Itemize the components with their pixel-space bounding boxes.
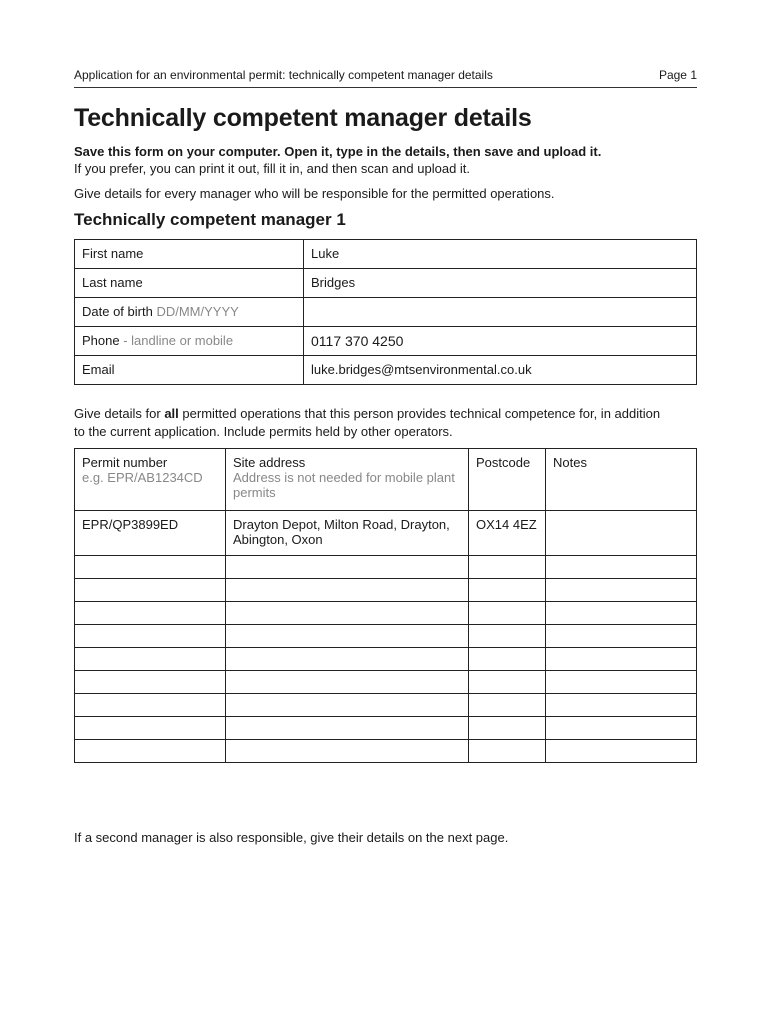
- permits-table: [74, 448, 697, 763]
- first-name-row: [75, 240, 697, 269]
- permit-number-hint: e.g. EPR/AB1234CD: [82, 470, 203, 485]
- notes-cell[interactable]: [546, 717, 697, 740]
- last-name-label: Last name: [75, 269, 304, 298]
- postcode-cell[interactable]: [469, 694, 546, 717]
- last-name-row: [75, 269, 697, 298]
- permit-number-cell[interactable]: [75, 671, 226, 694]
- page-number: Page 1: [658, 68, 697, 82]
- table-row: [75, 694, 697, 717]
- postcode-cell[interactable]: [469, 648, 546, 671]
- last-name-field[interactable]: Bridges: [304, 269, 697, 298]
- table-row: [75, 740, 697, 763]
- operations-intro: [74, 405, 674, 441]
- permit-number-cell[interactable]: [75, 579, 226, 602]
- postcode-cell[interactable]: [469, 671, 546, 694]
- site-address-cell[interactable]: [226, 717, 469, 740]
- phone-field[interactable]: 0117 370 4250: [304, 327, 697, 356]
- site-address-cell[interactable]: [226, 579, 469, 602]
- postcode-cell[interactable]: [469, 602, 546, 625]
- manager-details-table: [74, 239, 697, 385]
- site-address-cell[interactable]: [226, 648, 469, 671]
- permit-number-cell[interactable]: [75, 740, 226, 763]
- notes-cell[interactable]: [546, 694, 697, 717]
- notes-cell[interactable]: [546, 602, 697, 625]
- site-address-header-label: Site address: [233, 455, 306, 470]
- page-title: Technically competent manager details: [74, 104, 532, 132]
- table-row: [75, 556, 697, 579]
- site-address-cell[interactable]: [226, 556, 469, 579]
- instruction-give-details: Give details for every manager who will be responsible for the permitted operations.: [74, 186, 555, 201]
- notes-cell[interactable]: [546, 648, 697, 671]
- permit-number-cell[interactable]: [75, 556, 226, 579]
- permit-number-cell[interactable]: [75, 648, 226, 671]
- postcode-header: Postcode: [469, 449, 546, 511]
- intro-text-post: permitted operations that this person provides technical competence for, in addition to the current application. Include permits held by other operators.: [74, 406, 661, 439]
- section-title: Technically competent manager 1: [74, 210, 346, 229]
- postcode-cell[interactable]: [469, 717, 546, 740]
- permits-header-row: [75, 449, 697, 511]
- permit-number-cell[interactable]: [75, 717, 226, 740]
- intro-text-pre: Give details for: [74, 406, 165, 421]
- phone-label-cell: [75, 327, 304, 356]
- instruction-print: If you prefer, you can print it out, fill it in, and then scan and upload it.: [74, 161, 471, 176]
- dob-label: Date of birth: [82, 304, 153, 319]
- permit-number-cell[interactable]: [75, 625, 226, 648]
- table-row: [75, 511, 697, 556]
- notes-cell[interactable]: [546, 671, 697, 694]
- permit-number-cell[interactable]: [75, 694, 226, 717]
- email-label: Email: [75, 356, 304, 385]
- site-address-header: [226, 449, 469, 511]
- email-row: [75, 356, 697, 385]
- site-address-cell[interactable]: [226, 694, 469, 717]
- phone-label: Phone: [82, 333, 120, 348]
- permit-number-header-label: Permit number: [82, 455, 168, 470]
- first-name-field[interactable]: Luke: [304, 240, 697, 269]
- site-address-cell[interactable]: Drayton Depot, Milton Road, Drayton, Abington, Oxon: [226, 511, 469, 556]
- notes-cell[interactable]: [546, 511, 697, 556]
- dob-hint: DD/MM/YYYY: [156, 304, 239, 319]
- permit-number-header: [75, 449, 226, 511]
- permit-number-cell[interactable]: [75, 602, 226, 625]
- footer-note: If a second manager is also responsible, give their details on the next page.: [74, 830, 509, 845]
- dob-field[interactable]: [304, 298, 697, 327]
- postcode-cell[interactable]: [469, 579, 546, 602]
- notes-header: Notes: [546, 449, 697, 511]
- running-title: Application for an environmental permit: technically competent manager details: [74, 68, 493, 82]
- intro-text-bold: all: [164, 406, 179, 421]
- table-row: [75, 717, 697, 740]
- postcode-cell[interactable]: [469, 556, 546, 579]
- notes-cell[interactable]: [546, 579, 697, 602]
- email-field[interactable]: luke.bridges@mtsenvironmental.co.uk: [304, 356, 697, 385]
- site-address-cell[interactable]: [226, 625, 469, 648]
- table-row: [75, 579, 697, 602]
- table-row: [75, 602, 697, 625]
- site-address-cell[interactable]: [226, 671, 469, 694]
- notes-cell[interactable]: [546, 556, 697, 579]
- first-name-label: First name: [75, 240, 304, 269]
- table-row: [75, 625, 697, 648]
- table-row: [75, 671, 697, 694]
- site-address-cell[interactable]: [226, 740, 469, 763]
- notes-cell[interactable]: [546, 740, 697, 763]
- dob-row: [75, 298, 697, 327]
- instruction-save: Save this form on your computer. Open it, type in the details, then save and upload it.: [74, 144, 602, 159]
- table-row: [75, 648, 697, 671]
- permit-number-cell[interactable]: EPR/QP3899ED: [75, 511, 226, 556]
- postcode-cell[interactable]: OX14 4EZ: [469, 511, 546, 556]
- site-address-cell[interactable]: [226, 602, 469, 625]
- phone-hint: - landline or mobile: [123, 333, 234, 348]
- postcode-cell[interactable]: [469, 625, 546, 648]
- site-address-hint: Address is not needed for mobile plant permits: [233, 470, 455, 500]
- notes-cell[interactable]: [546, 625, 697, 648]
- dob-label-cell: [75, 298, 304, 327]
- running-header: [74, 68, 697, 88]
- phone-row: [75, 327, 697, 356]
- postcode-cell[interactable]: [469, 740, 546, 763]
